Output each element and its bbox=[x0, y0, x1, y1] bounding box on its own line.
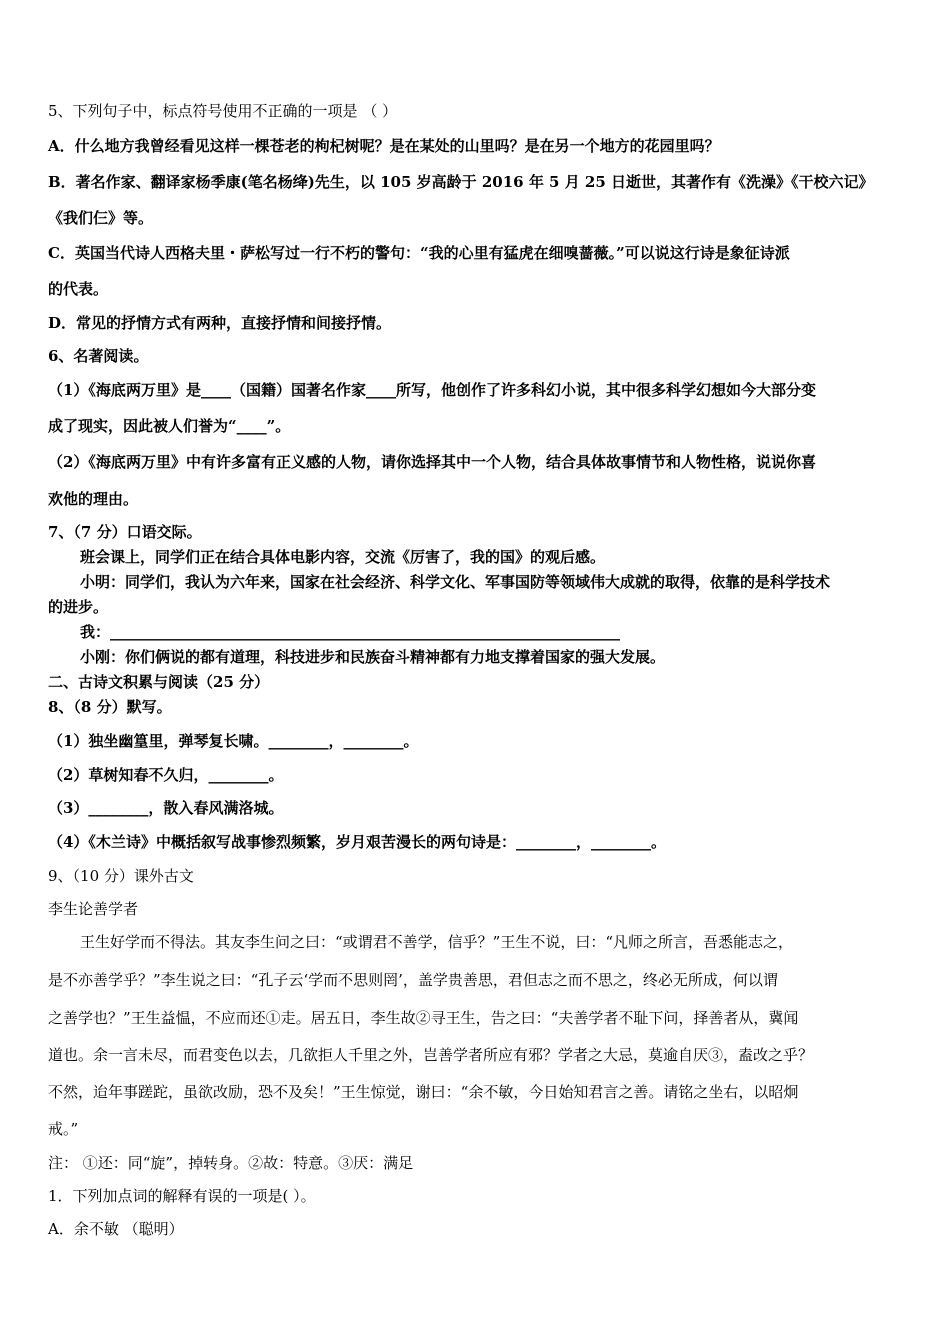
q5-stem: 5、下列句子中，标点符号使用不正确的一项是 （ ） bbox=[48, 102, 398, 120]
q9-passage-line5: 不然，迨年事蹉跎，虽欲改励，恐不及矣！”王生惊觉，谢曰：“余不敏，今日始知君言之善。请铭之坐右，以昭炯 bbox=[48, 1083, 799, 1101]
q9-note: 注： ①还：同“旋”，掉转身。②故：特意。③厌：满足 bbox=[48, 1154, 414, 1172]
section-2-heading: 二、古诗文积累与阅读（25 分） bbox=[48, 673, 270, 691]
q8-part1: （1）独坐幽篁里，弹琴复长啸。________，________。 bbox=[48, 732, 419, 750]
q6-part2-line1: （2）《海底两万里》中有许多富有正义感的人物，请你选择其中一个人物，结合具体故事情节和人物性格，说说你喜 bbox=[48, 453, 816, 471]
q7-answer-line: 我：____________________________________________________________________ bbox=[80, 623, 621, 641]
q5-option-b-line1: B．著名作家、翻译家杨季康(笔名杨绛)先生，以 105 岁高龄于 2016 年 5 月 25 日逝世，其著作有《洗澡》《干校六记》 bbox=[48, 173, 874, 191]
q5-option-c-line2: 的代表。 bbox=[48, 280, 109, 298]
q7-xiaoming-line1: 小明：同学们，我认为六年来，国家在社会经济、科学文化、军事国防等领域伟大成就的取得，依靠的是科学技术 bbox=[80, 573, 831, 591]
q6-part1-line1: （1）《海底两万里》是____（国籍）国著名作家____所写，他创作了许多科幻小说，其中很多科学幻想如今大部分变 bbox=[48, 381, 816, 399]
q5-option-d: D．常见的抒情方式有两种，直接抒情和间接抒情。 bbox=[48, 314, 392, 332]
q8-stem: 8、（8 分）默写。 bbox=[48, 698, 172, 716]
q5-option-b-line2: 《我们仨》等。 bbox=[48, 209, 154, 227]
q7-line1: 班会课上，同学们正在结合具体电影内容，交流《厉害了，我的国》的观后感。 bbox=[80, 548, 606, 566]
q9-stem: 9、（10 分）课外古文 bbox=[48, 867, 194, 885]
q8-part2: （2）草树知春不久归，________。 bbox=[48, 766, 284, 784]
q5-option-c-line1: C．英国当代诗人西格夫里・萨松写过一行不朽的警句：“我的心里有猛虎在细嗅蔷薇。”可以说这行诗是象征诗派 bbox=[48, 244, 790, 262]
q9-passage-line6: 戒。” bbox=[48, 1120, 79, 1138]
q8-part3: （3）________，散入春风满洛城。 bbox=[48, 799, 284, 817]
q7-xiaogang: 小刚：你们俩说的都有道理，科技进步和民族奋斗精神都有力地支撑着国家的强大发展。 bbox=[80, 648, 666, 666]
q6-part2-line2: 欢他的理由。 bbox=[48, 490, 139, 508]
q9-passage-line4: 道也。余一言未尽，而君变色以去，几欲拒人千里之外，岂善学者所应有邪？学者之大忌，莫逾自厌③，盍改之乎？ bbox=[48, 1046, 814, 1064]
q9-passage-line1: 王生好学而不得法。其友李生问之曰：“或谓君不善学，信乎？”王生不说，曰：“凡师之所言，吾悉能志之， bbox=[80, 933, 794, 951]
q6-part1-line2: 成了现实，因此被人们誉为“____”。 bbox=[48, 417, 291, 435]
q9-passage-title: 李生论善学者 bbox=[48, 900, 139, 918]
q9-passage-line3: 之善学也？”王生益愠，不应而还①走。居五日，李生故②寻王生，告之曰：“夫善学者不耻下问，择善者从，冀闻 bbox=[48, 1009, 799, 1027]
q7-stem: 7、（7 分）口语交际。 bbox=[48, 523, 202, 541]
q9-passage-line2: 是不亦善学乎？”李生说之曰：“孔子云‘学而不思则罔’，盖学贵善思，君但志之而不思之，终必无所成，何以谓 bbox=[48, 971, 778, 989]
q9-subquestion-1: 1．下列加点词的解释有误的一项是( ）。 bbox=[48, 1187, 316, 1205]
q6-stem: 6、名著阅读。 bbox=[48, 347, 149, 365]
q8-part4: （4）《木兰诗》中概括叙写战事惨烈频繁，岁月艰苦漫长的两句诗是：________，________。 bbox=[48, 833, 666, 851]
q7-xiaoming-line2: 的进步。 bbox=[48, 598, 109, 616]
q9-option-a: A．余不敏 （聪明） bbox=[48, 1220, 184, 1238]
q5-option-a: A．什么地方我曾经看见这样一棵苍老的枸杞树呢？是在某处的山里吗？是在另一个地方的花园里吗？ bbox=[48, 137, 720, 155]
